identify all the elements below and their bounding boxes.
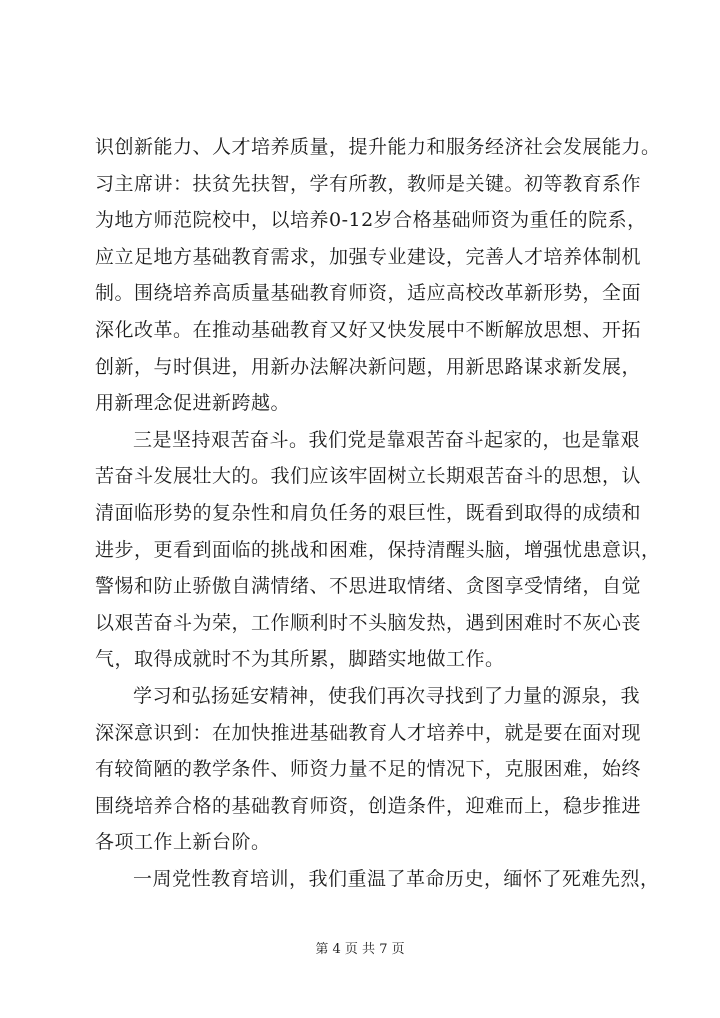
text-line: 以艰苦奋斗为荣，工作顺利时不头脑发热，遇到困难时不灰心丧 (95, 611, 642, 634)
text-line: 警惕和防止骄傲自满情绪、不思进取情绪、贪图享受情绪，自觉 (95, 575, 642, 598)
body-text (95, 132, 661, 900)
text-line: 深化改革。在推动基础教育又好又快发展中不断解放思想、开拓 (95, 318, 642, 341)
text-line: 清面临形势的复杂性和肩负任务的艰巨性，既看到取得的成绩和 (95, 501, 642, 524)
paragraph-start-line: 三是坚持艰苦奋斗。我们党是靠艰苦奋斗起家的，也是靠艰 (133, 428, 641, 451)
text-line: 创新，与时俱进，用新办法解决新问题，用新思路谋求新发展， (95, 355, 642, 378)
text-line: 识创新能力、人才培养质量，提升能力和服务经济社会发展能力。 (95, 136, 661, 158)
text-line: 各项工作上新台阶。 (95, 831, 271, 854)
text-line: 为地方师范院校中，以培养0-12岁合格基础师资为重任的院系， (95, 209, 647, 232)
text-line: 应立足地方基础教育需求，加强专业建设，完善人才培养体制机 (95, 245, 642, 268)
text-line: 制。围绕培养高质量基础教育师资，适应高校改革新形势，全面 (95, 282, 642, 305)
text-line: 有较简陋的教学条件、师资力量不足的情况下，克服困难，始终 (95, 758, 642, 781)
text-line: 苦奋斗发展壮大的。我们应该牢固树立长期艰苦奋斗的思想，认 (95, 465, 642, 488)
text-line: 深深意识到：在加快推进基础教育人才培养中，就是要在面对现 (95, 721, 642, 744)
text-line: 围绕培养合格的基础教育师资，创造条件，迎难而上，稳步推进 (95, 794, 642, 817)
text-line: 气，取得成就时不为其所累，脚踏实地做工作。 (95, 648, 505, 671)
paragraph-start-line: 一周党性教育培训，我们重温了革命历史，缅怀了死难先烈， (133, 867, 660, 890)
text-line: 用新理念促进新跨越。 (95, 392, 291, 415)
paragraph-start-line: 学习和弘扬延安精神，使我们再次寻找到了力量的源泉，我 (133, 684, 641, 707)
page-number-footer: 第 4 页 共 7 页 (315, 942, 405, 957)
text-line: 习主席讲：扶贫先扶智，学有所教，教师是关键。初等教育系作 (95, 172, 642, 195)
text-line: 进步，更看到面临的挑战和困难，保持清醒头脑，增强忧患意识， (95, 538, 661, 561)
